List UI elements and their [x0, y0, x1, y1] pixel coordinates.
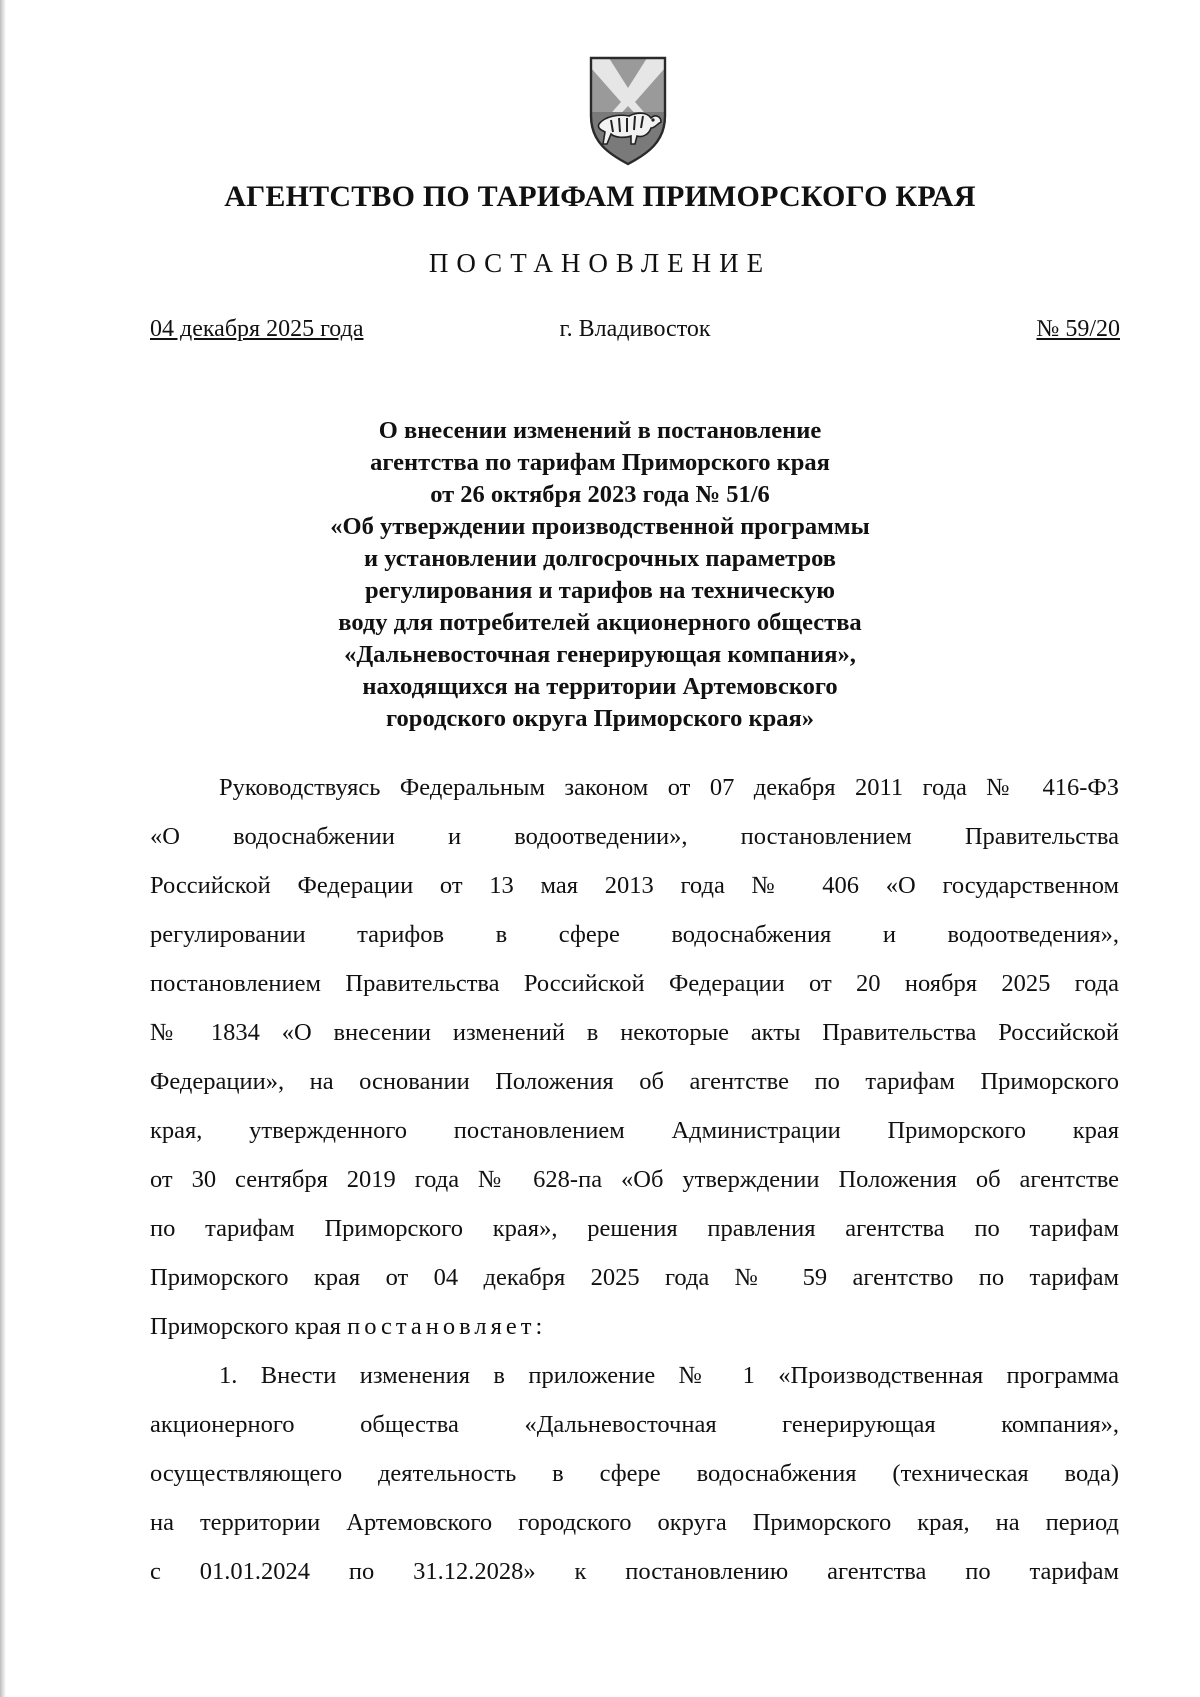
- body-line: от 30 сентября 2019 года № 628-па «Об утверждении Положения об агентстве: [150, 1166, 1119, 1193]
- body-line: постановлением Правительства Российской Федерации от 20 ноября 2025 года: [150, 970, 1119, 997]
- document-body: [150, 763, 1119, 1596]
- body-line-prefix: Приморского края: [150, 1313, 348, 1340]
- body-line: Федерации», на основании Положения об агентстве по тарифам Приморского: [150, 1068, 1119, 1095]
- subject-line: агентства по тарифам Приморского края: [370, 449, 830, 476]
- document-city: г. Владивосток: [559, 316, 711, 342]
- subject-line: регулирования и тарифов на техническую: [365, 577, 835, 604]
- body-line: на территории Артемовского городского округа Приморского края, на период: [150, 1509, 1119, 1536]
- body-line: 1. Внести изменения в приложение № 1 «Производственная программа: [219, 1362, 1119, 1389]
- body-line: осуществляющего деятельность в сфере водоснабжения (техническая вода): [150, 1460, 1119, 1487]
- body-line: регулировании тарифов в сфере водоснабжения и водоотведения»,: [150, 921, 1119, 948]
- subject-line: воду для потребителей акционерного общества: [338, 609, 862, 636]
- subject-line: находящихся на территории Артемовского: [362, 673, 838, 700]
- body-line: № 1834 «О внесении изменений в некоторые акты Правительства Российской: [150, 1019, 1119, 1046]
- agency-title: АГЕНТСТВО ПО ТАРИФАМ ПРИМОРСКОГО КРАЯ: [224, 180, 976, 213]
- body-line: Российской Федерации от 13 мая 2013 года № 406 «О государственном: [150, 872, 1119, 899]
- subject-line: «Дальневосточная генерирующая компания»,: [344, 641, 856, 668]
- document-date: 04 декабря 2025 года: [150, 316, 364, 342]
- preamble-paragraph: [150, 763, 1119, 1351]
- document-number: № 59/20: [1036, 316, 1120, 342]
- document-meta-row: [150, 316, 1120, 352]
- body-line: края, утвержденного постановлением Администрации Приморского края: [150, 1117, 1119, 1144]
- document-type: ПОСТАНОВЛЕНИЕ: [428, 248, 772, 278]
- body-line: Руководствуясь Федеральным законом от 07 декабря 2011 года № 416-ФЗ: [219, 774, 1119, 801]
- body-line: «О водоснабжении и водоотведении», постановлением Правительства: [150, 823, 1119, 850]
- subject-line: от 26 октября 2023 года № 51/6: [430, 481, 770, 508]
- subject-line: и установлении долгосрочных параметров: [364, 545, 836, 572]
- body-line-final: [150, 1302, 1119, 1351]
- coat-of-arms-icon: [585, 54, 671, 172]
- clause-1-paragraph: [150, 1351, 1119, 1596]
- body-line: с 01.01.2024 по 31.12.2028» к постановлению агентства по тарифам: [150, 1558, 1119, 1585]
- subject-line: «Об утверждении производственной программы: [330, 513, 870, 540]
- body-line: акционерного общества «Дальневосточная генерирующая компания»,: [150, 1411, 1119, 1438]
- subject-line: О внесении изменений в постановление: [378, 417, 822, 444]
- body-line: по тарифам Приморского края», решения правления агентства по тарифам: [150, 1215, 1119, 1242]
- resolves-word: постановляет:: [347, 1313, 547, 1340]
- body-line: Приморского края от 04 декабря 2025 года № 59 агентство по тарифам: [150, 1264, 1119, 1291]
- document-subject: [0, 415, 1200, 735]
- subject-line: городского округа Приморского края»: [386, 705, 814, 732]
